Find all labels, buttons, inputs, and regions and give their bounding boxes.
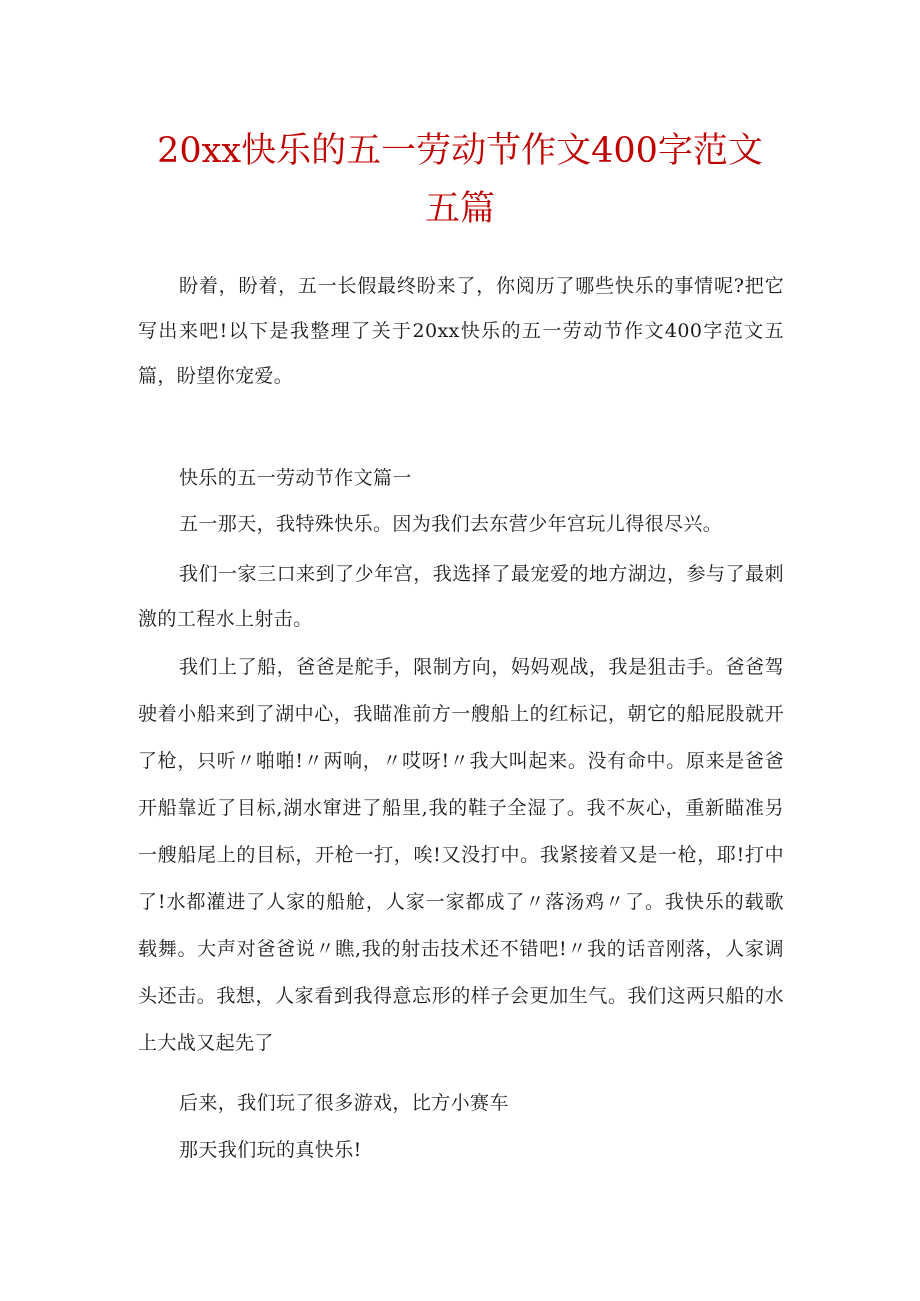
body-paragraph: 后来，我们玩了很多游戏，比方小赛车: [179, 1092, 509, 1114]
intro-paragraph: 盼着，盼着，五一长假最终盼来了，你阅历了哪些快乐的事情呢?把它写出来吧!以下是我整理了关于20xx快乐的五一劳动节作文400字范文五篇，盼望你宠爱。: [138, 275, 784, 387]
document-title: 20xx快乐的五一劳动节作文400字范文五篇: [157, 131, 763, 229]
body-paragraph: 五一那天，我特殊快乐。因为我们去东营少年宫玩儿得很尽兴。: [179, 513, 723, 535]
body-paragraph: 我们一家三口来到了少年宫，我选择了最宠爱的地方湖边，参与了最刺激的工程水上射击。: [138, 563, 784, 630]
body-paragraph: 我们上了船，爸爸是舵手，限制方向，妈妈观战，我是狙击手。爸爸驾驶着小船来到了湖中心，我瞄准前方一艘船上的红标记，朝它的船屁股就开了枪，只听〃啪啪!〃两响，〃哎呀!〃我大叫起来。没有命中。原来是爸爸开船靠近了目标,湖水窜进了船里,我的鞋子全湿了。我不灰心，重新瞄准另一艘船尾上的目标，开枪一打，唉!又没打中。我紧接着又是一枪，耶!打中了!水都灌进了人家的船舱，人家一家都成了〃落汤鸡〃了。我快乐的载歌载舞。大声对爸爸说〃瞧,我的射击技术还不错吧!〃我的话音刚落，人家调头还击。我想，人家看到我得意忘形的样子会更加生气。我们这两只船的水上大战又起先了: [138, 656, 784, 1054]
body-paragraph: 那天我们玩的真快乐!: [179, 1139, 362, 1161]
section-heading: 快乐的五一劳动节作文篇一: [179, 467, 412, 489]
